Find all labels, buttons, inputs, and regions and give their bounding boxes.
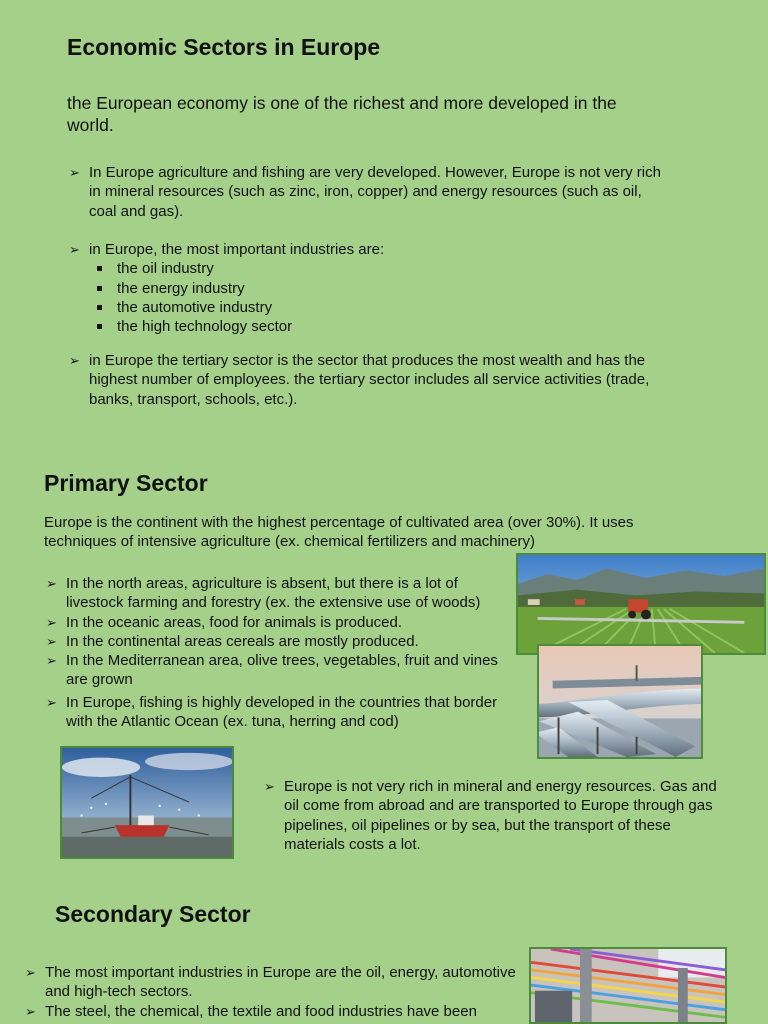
arrow-bullet-icon: ➢ bbox=[46, 614, 57, 630]
list-item: ➢ Europe is not very rich in mineral and energy resources. Gas and oil come from abroad and are transported to Europe through gas pipelines, oil pipelines or by sea, but the transport of these materials costs a lot. bbox=[264, 778, 717, 853]
arrow-bullet-icon: ➢ bbox=[46, 576, 57, 591]
arrow-bullet-icon: ➢ bbox=[46, 633, 57, 649]
list-item: the oil industry bbox=[95, 259, 667, 278]
arrow-bullet-icon: ➢ bbox=[25, 1003, 36, 1019]
arrow-bullet-icon: ➢ bbox=[46, 653, 57, 669]
primary-sector-heading: Primary Sector bbox=[44, 470, 208, 496]
page-title: Economic Sectors in Europe bbox=[67, 34, 381, 60]
arrow-bullet-icon: ➢ bbox=[69, 242, 80, 257]
pipelines-photo bbox=[537, 644, 703, 759]
arrow-bullet-icon: ➢ bbox=[25, 965, 36, 980]
arrow-bullet-icon: ➢ bbox=[69, 353, 80, 368]
list-item: the high technology sector bbox=[95, 317, 667, 336]
overview-list bbox=[67, 163, 667, 221]
intro-paragraph: the European economy is one of the richest and more developed in the world. bbox=[67, 93, 617, 135]
secondary-sector-heading: Secondary Sector bbox=[55, 901, 251, 927]
list-item: ➢ In Europe agriculture and fishing are very developed. However, Europe is not very rich in mineral resources (such as zinc, iron, copper) and energy resources (such as oil, coal and gas). bbox=[69, 164, 661, 220]
primary-list bbox=[44, 574, 514, 731]
secondary-list bbox=[23, 963, 518, 1021]
arrow-bullet-icon: ➢ bbox=[264, 779, 275, 794]
industries-sublist bbox=[67, 259, 667, 336]
list-item: the energy industry bbox=[95, 279, 667, 298]
list-item: ➢ The steel, the chemical, the textile and food industries have been bbox=[25, 1002, 477, 1020]
list-item: ➢ In the continental areas cereals are mostly produced. bbox=[46, 632, 419, 650]
mineral-note-list bbox=[262, 777, 732, 854]
list-item: ➢ In the Mediterranean area, olive trees, vegetables, fruit and vines are grown bbox=[46, 652, 498, 689]
primary-paragraph: Europe is the continent with the highest percentage of cultivated area (over 30%). It uses techniques of intensive agriculture (ex. chemical fertilizers and machinery) bbox=[44, 514, 634, 551]
fishing-boat-photo bbox=[60, 746, 234, 859]
arrow-bullet-icon: ➢ bbox=[46, 694, 57, 710]
arrow-bullet-icon: ➢ bbox=[69, 165, 80, 180]
list-item: the automotive industry bbox=[95, 298, 667, 317]
farm-field-photo bbox=[516, 553, 766, 655]
list-item: ➢ in Europe, the most important industries are: bbox=[69, 241, 385, 258]
list-item: ➢ in Europe the tertiary sector is the sector that produces the most wealth and has the highest number of employees. the tertiary sector includes all service activities (trade, banks, transport, schools, etc.). bbox=[69, 352, 650, 408]
textile-industry-photo bbox=[529, 947, 727, 1024]
list-item: ➢ In Europe, fishing is highly developed in the countries that border with the Atlantic Ocean (ex. tuna, herring and cod) bbox=[46, 693, 498, 731]
list-item: ➢ In the oceanic areas, food for animals is produced. bbox=[46, 613, 403, 631]
tertiary-list bbox=[67, 351, 677, 409]
list-item: ➢ In the north areas, agriculture is absent, but there is a lot of livestock farming and forestry (ex. the extensive use of woods) bbox=[46, 575, 481, 612]
industries-block bbox=[67, 240, 667, 336]
list-item: ➢ The most important industries in Europe are the oil, energy, automotive and high-tech sectors. bbox=[25, 964, 516, 1001]
